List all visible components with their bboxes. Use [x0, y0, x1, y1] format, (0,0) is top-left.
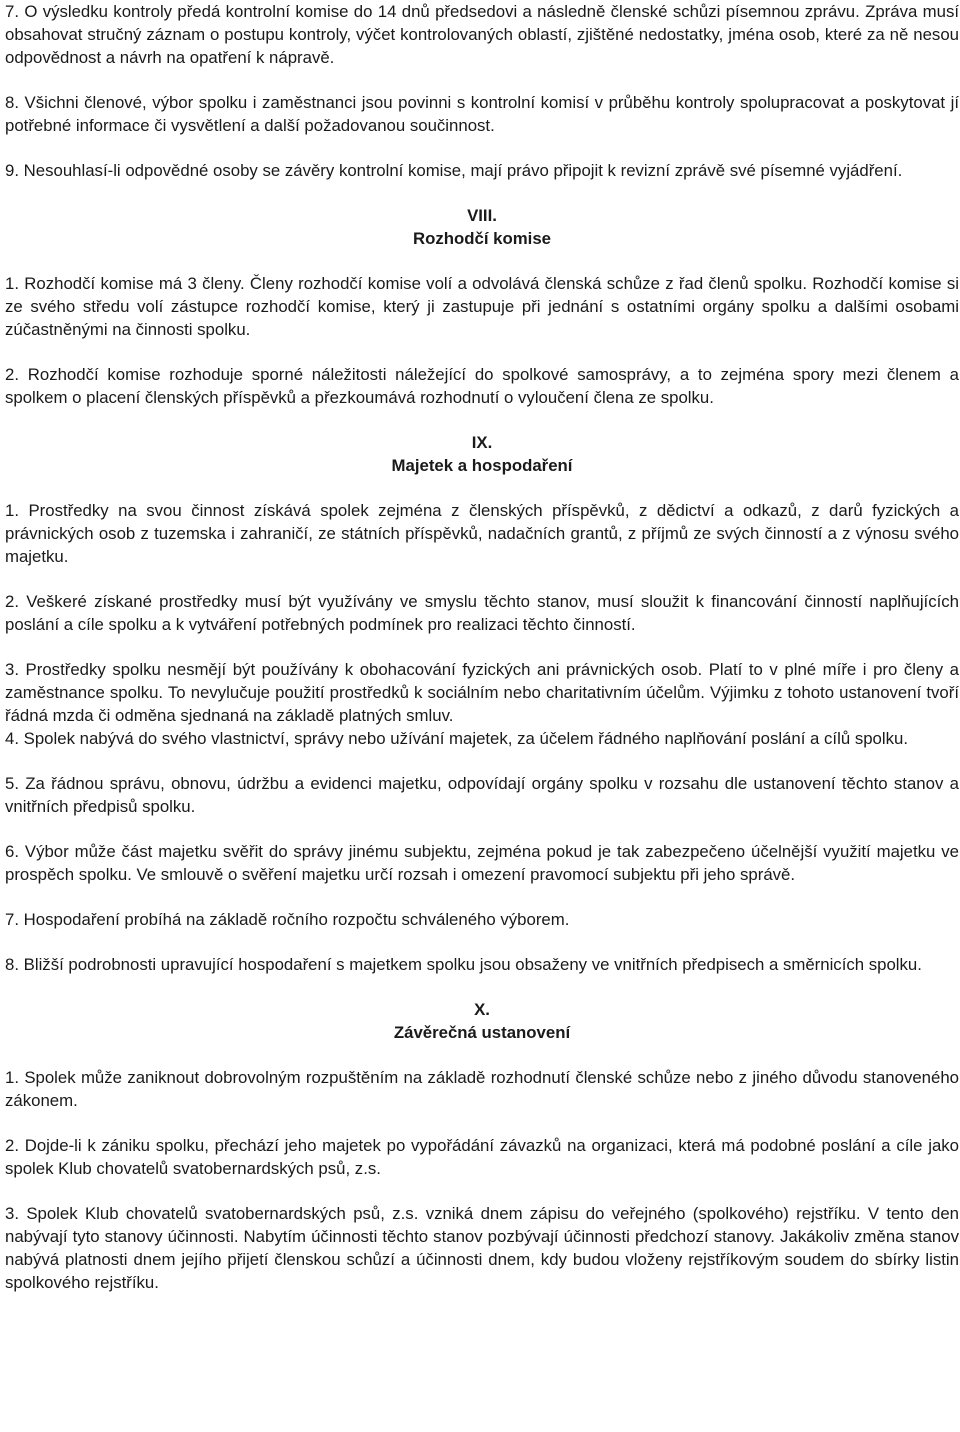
- paragraph-zaver-2: 2. Dojde-li k zániku spolku, přechází jeho majetek po vypořádání závazků na organizaci, která má podobné poslání a cíle jako spolek Klub chovatelů svatobernardských psů, z.s.: [5, 1136, 959, 1178]
- paragraph-zaver-1: 1. Spolek může zaniknout dobrovolným rozpuštěním na základě rozhodnutí členské schůze nebo z jiného důvodu stanoveného zákonem.: [5, 1068, 959, 1110]
- section-number-x: X.: [474, 1000, 490, 1019]
- paragraph-majetek-1: 1. Prostředky na svou činnost získává spolek zejména z členských příspěvků, z dědictví a odkazů, z darů fyzických a právnických osob z tuzemska i zahraničí, ze státních příspěvků, nadačních grantů, z příjmů ze svých činností a z výnosu svého majetku.: [5, 501, 959, 566]
- section-title-zaverecna-ustanoveni: Závěrečná ustanovení: [393, 1023, 571, 1042]
- paragraph-majetek-4: 4. Spolek nabývá do svého vlastnictví, správy nebo užívání majetek, za účelem řádného naplňování poslání a cílů spolku.: [5, 729, 908, 748]
- paragraph-majetek-7: 7. Hospodaření probíhá na základě ročního rozpočtu schváleného výborem.: [5, 910, 570, 929]
- paragraph-majetek-6: 6. Výbor může část majetku svěřit do správy jinému subjektu, zejména pokud je tak zabezpečeno účelnější využití majetku ve prospěch spolku. Ve smlouvě o svěření majetku určí rozsah i omezení pravomocí subjektu při jeho správě.: [5, 842, 959, 884]
- paragraph-majetek-3: 3. Prostředky spolku nesmějí být používány k obohacování fyzických ani právnických osob. Platí to v plné míře i pro členy a zaměstnance spolku. To nevylučuje použití prostředků k sociálním nebo charitativním účelům. Výjimku z tohoto ustanovení tvoří řádná mzda či odměna sjednaná na základě platných smluv.: [5, 660, 959, 725]
- section-number-ix: IX.: [471, 433, 493, 452]
- paragraph-majetek-2: 2. Veškeré získané prostředky musí být využívány ve smyslu těchto stanov, musí sloužit k financování činností naplňujících poslání a cíle spolku a k vytváření potřebných podmínek pro realizaci těchto činností.: [5, 592, 959, 634]
- document-page: [5, 0, 959, 1294]
- paragraph-rozhodci-1: 1. Rozhodčí komise má 3 členy. Členy rozhodčí komise volí a odvolává členská schůze z řad členů spolku. Rozhodčí komise si ze svého středu volí zástupce rozhodčí komise, který ji zastupuje při jednání s ostatními orgány spolku a dalšími osobami zúčastněnými na činnosti spolku.: [5, 274, 959, 339]
- section-title-majetek: Majetek a hospodaření: [391, 456, 573, 475]
- paragraph-majetek-5: 5. Za řádnou správu, obnovu, údržbu a evidenci majetku, odpovídají orgány spolku v rozsahu dle ustanovení těchto stanov a vnitřních předpisů spolku.: [5, 774, 959, 816]
- paragraph-majetek-8: 8. Bližší podrobnosti upravující hospodaření s majetkem spolku jsou obsaženy ve vnitřních předpisech a směrnicích spolku.: [5, 955, 922, 974]
- paragraph-kontrola-7: 7. O výsledku kontroly předá kontrolní komise do 14 dnů předsedovi a následně členské schůzi písemnou zprávu. Zpráva musí obsahovat stručný záznam o postupu kontroly, výčet kontrolovaných oblastí, zjištěné nedostatky, jména osob, které za ně nesou odpovědnost a návrh na opatření k nápravě.: [5, 2, 959, 67]
- section-number-viii: VIII.: [467, 206, 497, 225]
- paragraph-kontrola-8: 8. Všichni členové, výbor spolku i zaměstnanci jsou povinni s kontrolní komisí v průběhu kontroly spolupracovat a poskytovat jí potřebné informace či vysvětlení a další požadovanou součinnost.: [5, 93, 959, 135]
- paragraph-kontrola-9: 9. Nesouhlasí-li odpovědné osoby se závěry kontrolní komise, mají právo připojit k revizní zprávě své písemné vyjádření.: [5, 161, 903, 180]
- section-title-rozhodci-komise: Rozhodčí komise: [412, 229, 551, 248]
- paragraph-zaver-3: 3. Spolek Klub chovatelů svatobernardských psů, z.s. vzniká dnem zápisu do veřejného (spolkového) rejstříku. V tento den nabývají tyto stanovy účinnosti. Nabytím účinnosti těchto stanov pozbývají účinnosti předchozí stanovy. Jakákoliv změna stanov nabývá platnosti dnem jejího přijetí členskou schůzí a účinnosti dnem, kdy budou vloženy rejstříkovým soudem do sbírky listin spolkového rejstříku.: [5, 1204, 959, 1292]
- paragraph-rozhodci-2: 2. Rozhodčí komise rozhoduje sporné náležitosti náležející do spolkové samosprávy, a to zejména spory mezi členem a spolkem o placení členských příspěvků a přezkoumává rozhodnutí o vyloučení člena ze spolku.: [5, 365, 959, 407]
